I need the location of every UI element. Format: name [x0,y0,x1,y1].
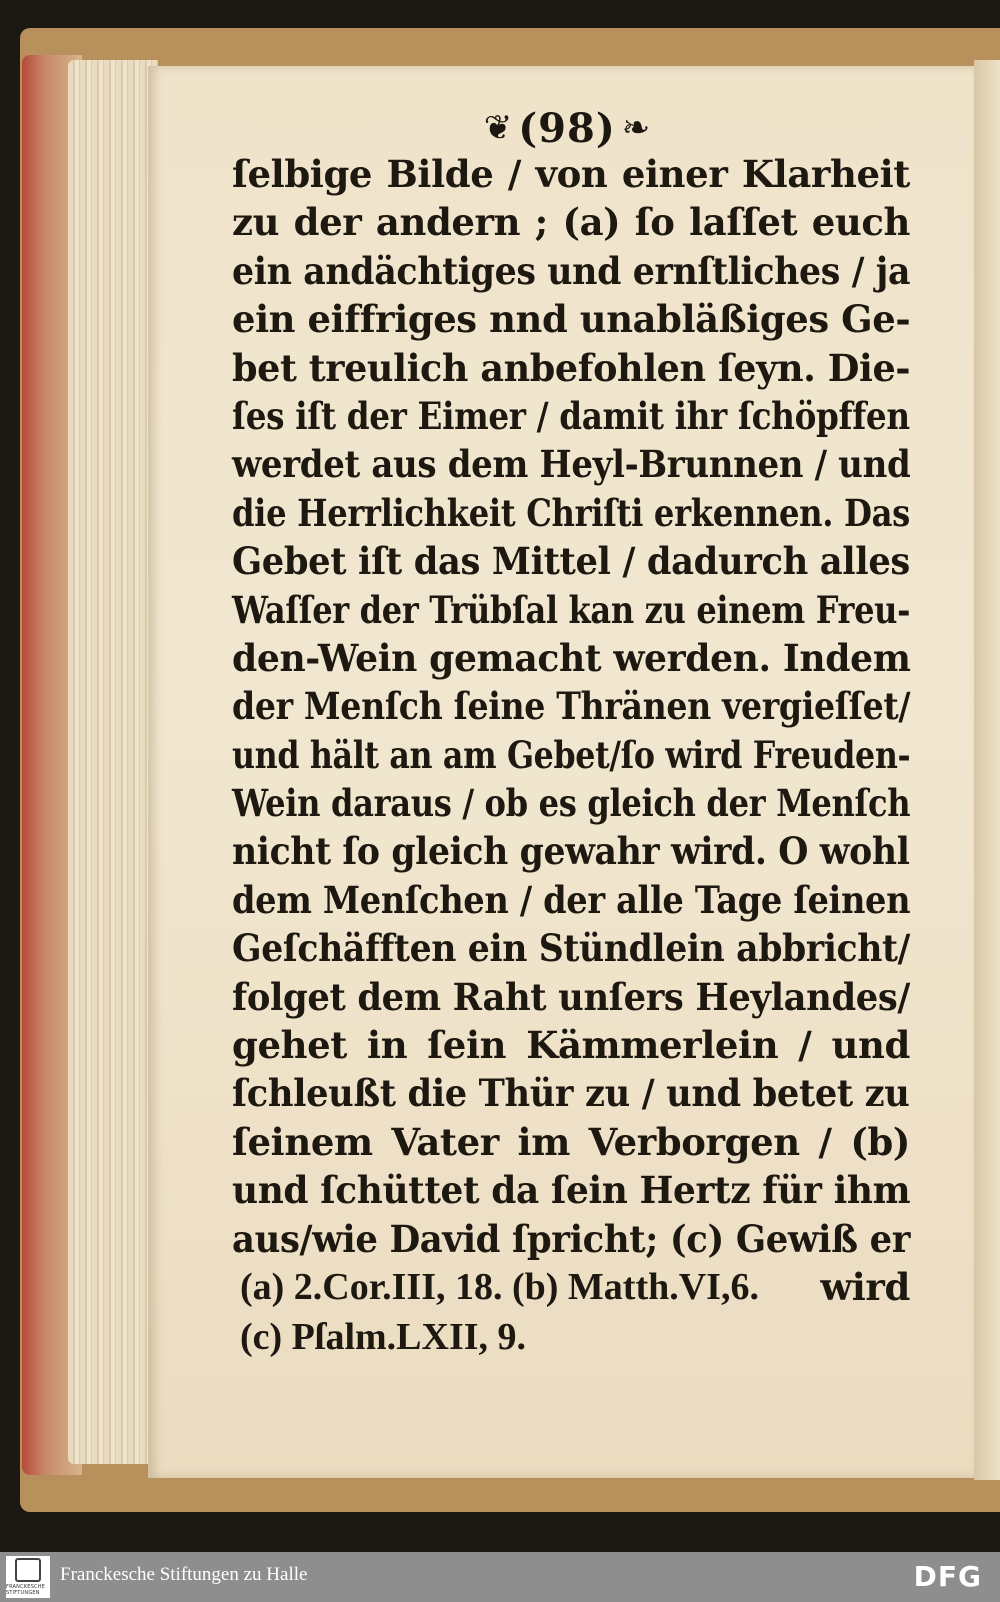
text-line: gehet in ſein Kämmerlein / und [232,1023,910,1068]
facing-page-edge [974,60,1000,1480]
text-line: ſchleußt die Thür zu / und betet zu [232,1071,910,1116]
footnotes [240,1262,920,1362]
text-line: nicht ſo gleich gewahr wird. O wohl [232,829,910,874]
institution-name: Franckesche Stiftungen zu Halle [60,1564,308,1585]
text-line: dem Menſchen / der alle Tage ſeinen [232,877,911,922]
text-line: ſeinem Vater im Verborgen / (b) [232,1119,910,1164]
text-line: aus/wie David ſpricht; (c) Gewiß er [232,1216,911,1261]
text-line: Gebet iſt das Mittel / dadurch alles [232,539,910,584]
text-line: die Herrlichkeit Chriſti erkennen. Das [232,490,910,535]
logo-caption: FRANCKESCHE STIFTUNGEN [6,1584,46,1596]
text-line: und ſchüttet da ſein Hertz für ihm [232,1168,911,1213]
main-text [232,150,910,1311]
page-edges [68,60,158,1464]
text-line: ſes iſt der Eimer / damit ihr ſchöpffen [232,393,910,438]
footnote-line: (a) 2.Cor.III, 18. (b) Matth.VI,6. [240,1266,759,1308]
funder-logo: DFG [913,1560,982,1593]
text-line: Wein daraus / ob es gleich der Menſch [232,781,911,826]
text-line: Geſchäfften ein Stündlein abbricht/ [232,926,910,971]
text-line: zu der andern ; (a) ſo laſſet euch [232,200,910,245]
text-line: ein andächtiges und ernſtliches / ja [232,248,911,293]
page-number: (98) [518,104,616,152]
text-line: Waſſer der Trübſal kan zu einem Freu- [232,587,911,632]
text-line: den-Wein gemacht werden. Indem [232,635,911,680]
viewer-footer [0,1552,1000,1602]
left-ornament-icon: ❦ [483,108,513,148]
text-line: bet treulich anbefohlen ſeyn. Die- [232,345,911,390]
right-ornament-icon: ❧ [621,108,651,148]
footnote-line: (c) Pſalm.LXII, 9. [240,1316,527,1358]
text-line: ſelbige Bilde / von einer Klarheit [232,152,910,196]
text-line: werdet aus dem Heyl-Brunnen / und [232,442,911,487]
institution-logo [6,1556,50,1598]
text-line: folget dem Raht unſers Heylandes/ [232,974,910,1019]
text-line: und hält an am Gebet/ſo wird Freuden- [232,732,911,777]
catchword: wird [820,1264,910,1309]
text-line: ein eiffriges nnd unabläßiges Ge- [232,297,911,342]
logo-mark-icon [15,1558,41,1582]
text-line: der Menſch ſeine Thränen vergieſſet/ [232,684,911,729]
